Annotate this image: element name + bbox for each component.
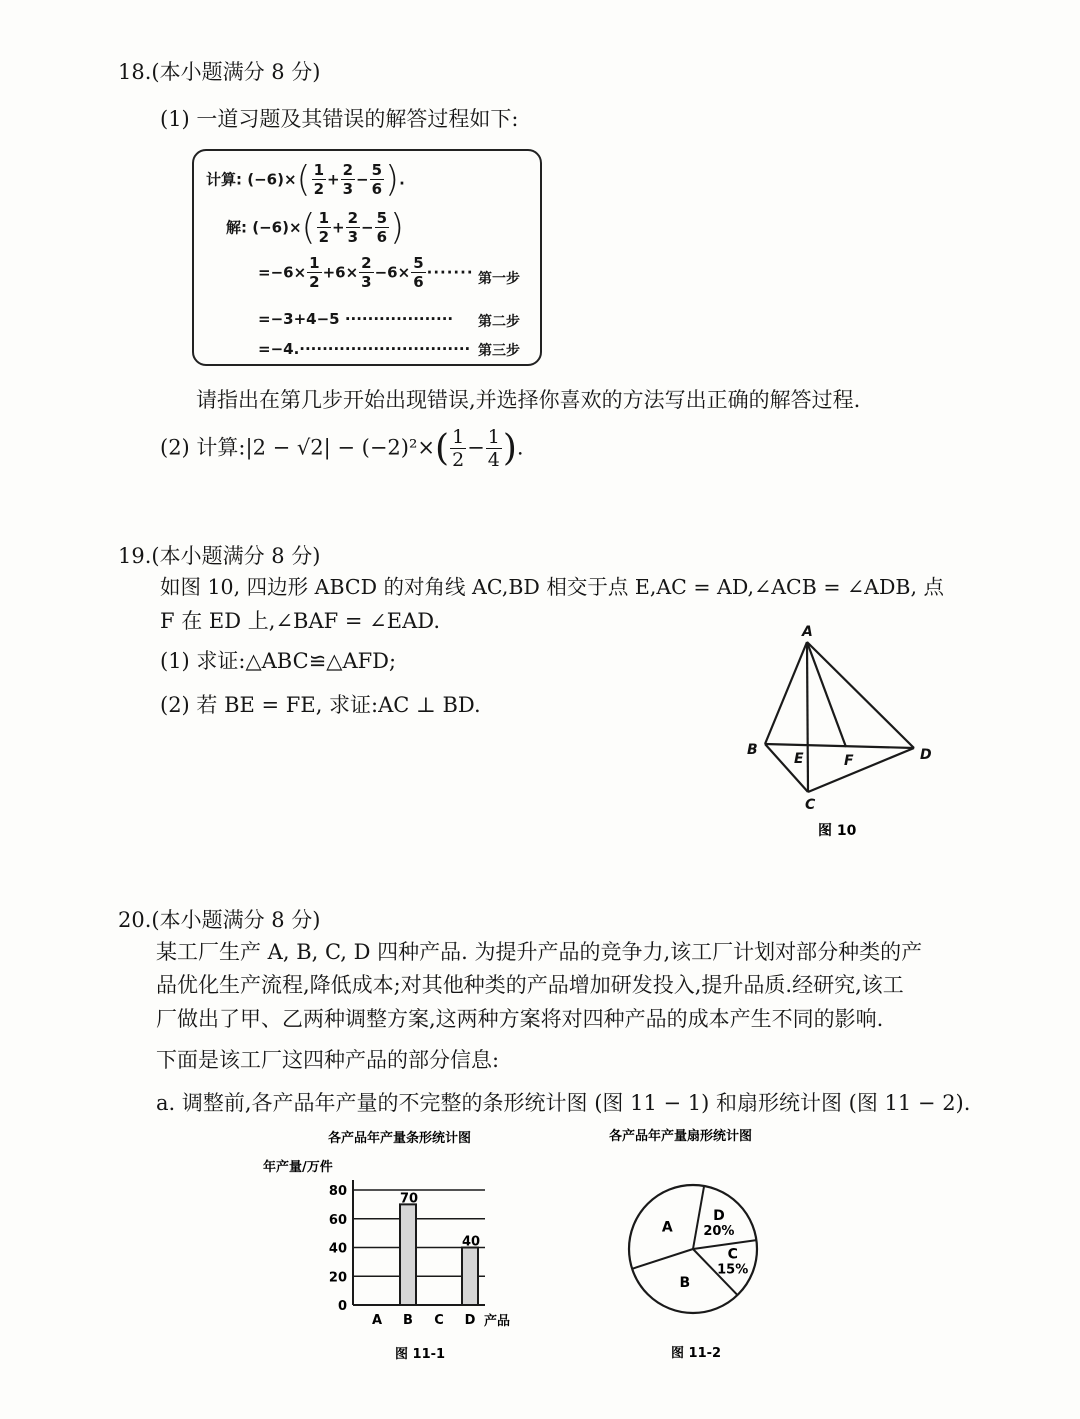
solve-label: 解: [226,218,247,237]
bar-chart-xtick-label: B [403,1313,413,1328]
bar-chart-ytick-label: 60 [328,1212,347,1228]
q20-para3: 厂做出了甲、乙两种调整方案,这两种方案将对四种产品的成本产生不同的影响. [156,1007,884,1031]
pie-divider [632,1249,693,1269]
pie-slice-label: C [727,1246,738,1263]
bar-chart-xtick-label: A [371,1313,383,1328]
figure-10-quadrilateral [730,615,950,845]
label-A: A [802,624,813,640]
q20-para2: 品优化生产流程,降低成本;对其他种类的产品增加研发投入,提升品质.经研究,该工 [156,973,904,997]
q18-part2-lead: (2) 计算: [160,435,246,460]
q18-part2-expr: |2 − √2| − (−2)²× [245,435,436,460]
bar-chart-title: 各产品年产量条形统计图 [328,1131,472,1146]
calc-prefix: (−6)× [247,170,297,189]
bar-chart-ytick-label: 20 [328,1270,347,1286]
q18-part2: (2) 计算:|2 − √2| − (−2)²×( $\frac{1}{2}$ − $\frac{1}{4}$ ). [160,426,524,471]
bar-chart-xtick-label: D [464,1313,476,1328]
figure-10-caption: 图 10 [818,823,857,839]
segment-AC [807,642,808,792]
frac-1-2: $\frac{1}{2}$ [313,161,325,198]
bar-chart-ylabel: 年产量/万件 [263,1160,333,1175]
pie-slice-label: B [679,1274,691,1291]
pie-chart-11-2 [605,1118,805,1368]
bar-D [462,1248,478,1306]
q18-step3-line: =−4.······························ [258,340,471,358]
pie-divider [693,1240,756,1249]
bar-chart-caption: 图 11-1 [395,1347,446,1362]
pie-chart-title: 各产品年产量扇形统计图 [609,1129,753,1144]
pie-slice-label: A [661,1219,673,1236]
q20-item-a: a. 调整前,各产品年产量的不完整的条形统计图 (图 11 − 1) 和扇形统计图 (图 11 − 2). [156,1091,971,1115]
pie-slice-label: D [713,1207,725,1224]
q18-step2-line: =−3+4−5 ··················· [258,310,454,328]
pie-slice-percent: 15% [717,1262,749,1278]
step1-label: 第一步 [478,271,520,287]
q19-line1: 如图 10, 四边形 ABCD 的对角线 AC,BD 相交于点 E,AC = AD,∠ACB = ∠ADB, 点 [160,575,945,599]
step2-label: 第二步 [478,314,520,330]
q20-heading: 20.(本小题满分 8 分) [118,908,321,932]
q18-heading: 18.(本小题满分 8 分) [118,60,321,84]
label-C: C [805,797,816,813]
bar-value-label: 70 [399,1191,419,1207]
label-E: E [794,751,804,767]
q20-para4: 下面是该工厂这四种产品的部分信息: [156,1048,500,1072]
bar-chart-ytick-label: 80 [328,1184,347,1199]
calc-label: 计算: [206,170,242,189]
segment-AB [765,642,807,744]
bar-chart-xlabel: 产品 [484,1314,511,1329]
bar-chart-11-1 [255,1118,545,1373]
bar-B [400,1204,416,1305]
q18-solve-line: 解: (−6)×( $\frac{1}{2}$ + $\frac{2}{3}$ − $\frac{5}{6}$ ) [226,207,405,248]
step3-label: 第三步 [478,343,520,359]
q20-para1: 某工厂生产 A, B, C, D 四种产品. 为提升产品的竞争力,该工厂计划对部分种类的产 [156,940,923,964]
q18-calc-line: 计算: (−6)×( $\frac{1}{2}$ + $\frac{2}{3}$ − $\frac{5}{6}$ ). [206,159,405,200]
pie-chart-caption: 图 11-2 [671,1346,722,1361]
q19-line2: F 在 ED 上,∠BAF = ∠EAD. [160,609,441,633]
pie-divider [693,1186,704,1249]
segment-CD [808,748,914,792]
q19-part2: (2) 若 BE = FE, 求证:AC ⊥ BD. [160,693,481,717]
bar-chart-ytick-label: 40 [328,1241,347,1257]
bar-value-label: 40 [461,1234,481,1250]
bar-chart-ytick-label: 0 [337,1299,347,1314]
pie-slice-percent: 20% [703,1223,735,1239]
segment-BD [765,744,914,748]
label-D: D [920,747,932,763]
q18-part1-intro: (1) 一道习题及其错误的解答过程如下: [160,107,519,131]
label-B: B [747,742,758,758]
segment-AD [807,642,914,748]
q19-heading: 19.(本小题满分 8 分) [118,544,321,568]
bar-chart-xtick-label: C [434,1313,444,1328]
frac-5-6: $\frac{5}{6}$ [371,161,383,198]
q18-step1-line: =−6× $\frac{1}{2}$ +6× $\frac{2}{3}$ −6× $\frac{5}{6}$ ······· [258,254,474,291]
segment-AF [807,642,846,747]
label-F: F [844,753,854,769]
q18-part1-task: 请指出在第几步开始出现错误,并选择你喜欢的方法写出正确的解答过程. [196,388,861,412]
frac-2-3: $\frac{2}{3}$ [342,161,354,198]
q19-part1: (1) 求证:△ABC≌△AFD; [160,649,397,673]
